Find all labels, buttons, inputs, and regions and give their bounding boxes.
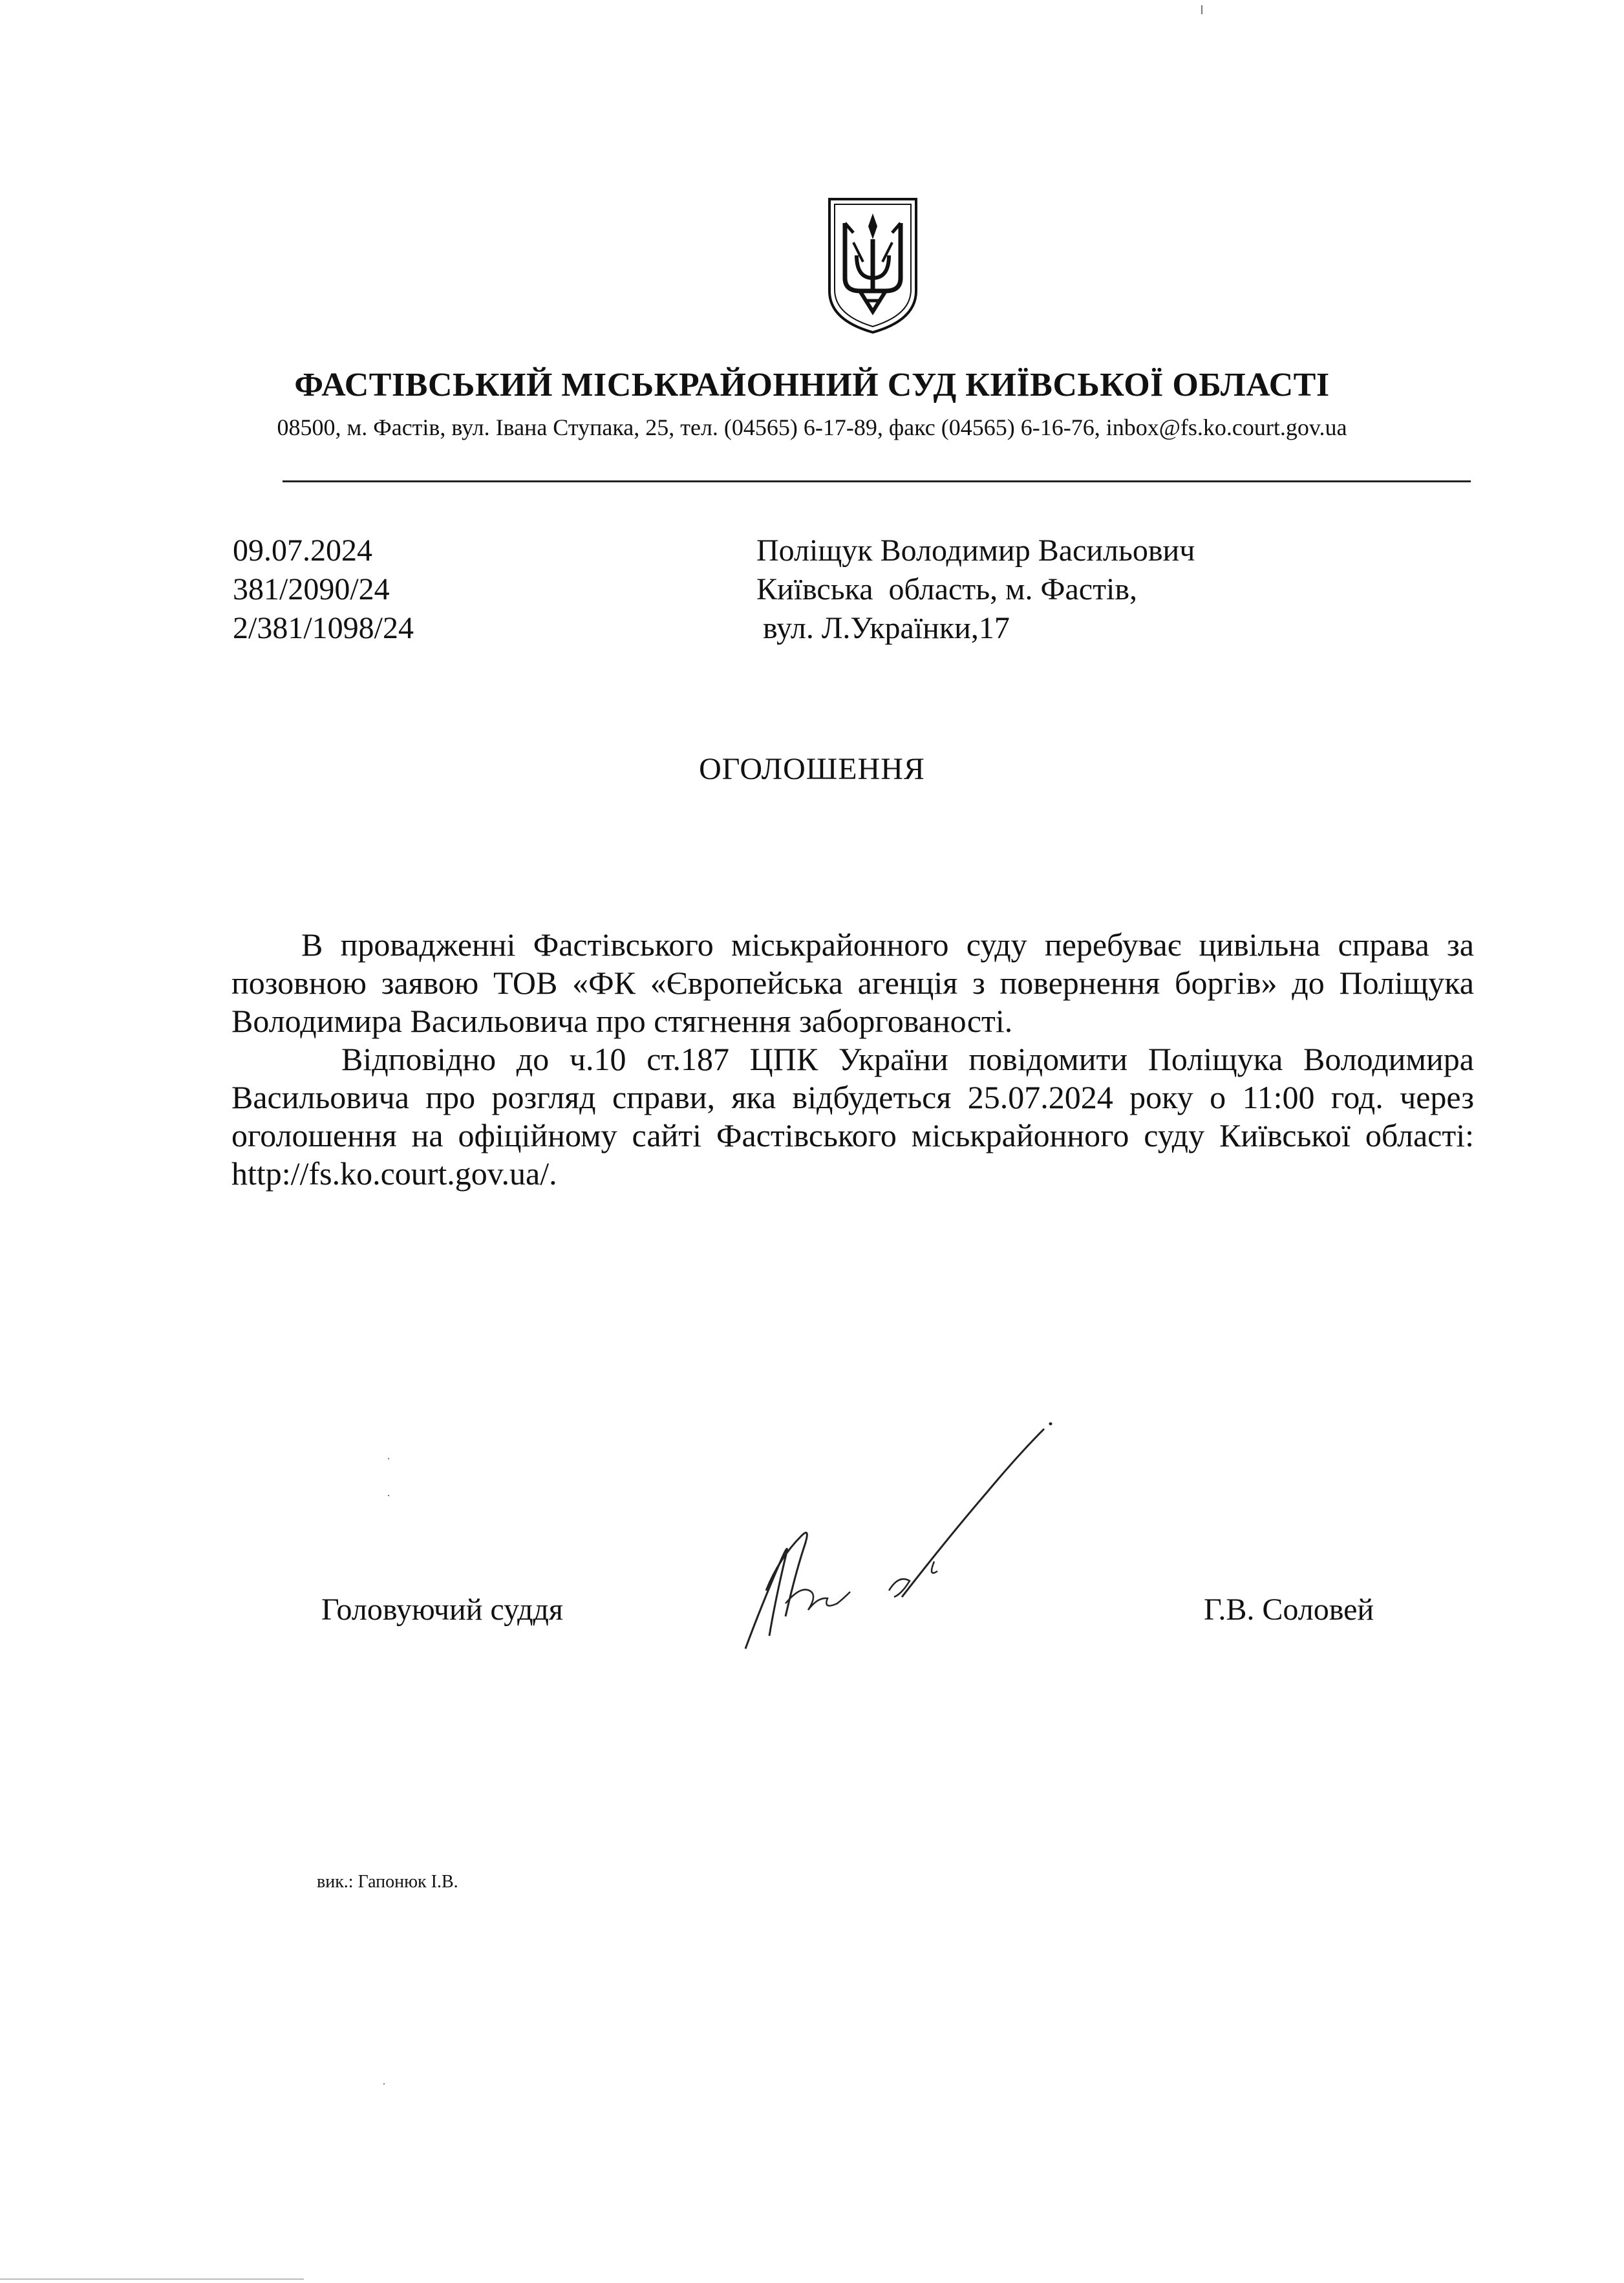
case-number: 381/2090/24	[233, 572, 390, 606]
document-date: 09.07.2024	[233, 533, 372, 568]
recipient-address-line2: вул. Л.Українки,17	[763, 611, 1010, 645]
ukraine-trident-icon	[824, 194, 921, 338]
court-name: ФАСТІВСЬКИЙ МІСЬКРАЙОННИЙ СУД КИЇВСЬКОЇ ОБЛАСТІ	[294, 367, 1330, 403]
document-title: ОГОЛОШЕННЯ	[699, 752, 925, 786]
scan-speck	[388, 1458, 389, 1459]
scan-speck	[0, 2278, 304, 2280]
document-meta	[233, 531, 414, 648]
signatory-role: Головуючий суддя	[321, 1592, 563, 1627]
announcement-body	[231, 926, 1474, 1193]
recipient-name: Поліщук Володимир Васильович	[756, 533, 1195, 568]
scan-speck	[388, 1495, 389, 1496]
body-paragraph-2: Відповідно до ч.10 ст.187 ЦПК України повідомити Поліщука Володимира Васильовича про розгляд справи, яка відбудеться 25.07.2024 року о 11:00 год. через оголошення на офіційному сайті Фастівського міськрайонного суду Київської області: http://fs.ko.court.gov.ua/.	[231, 1041, 1474, 1192]
scan-speck	[1201, 5, 1202, 14]
signatory-name: Г.В. Соловей	[1204, 1592, 1374, 1627]
court-address: 08500, м. Фастів, вул. Івана Ступака, 25, тел. (04565) 6-17-89, факс (04565) 6-16-76, inbox@fs.ko.court.gov.ua	[277, 414, 1347, 440]
proceeding-number: 2/381/1098/24	[233, 611, 414, 645]
recipient-block	[756, 531, 1195, 648]
header-divider	[283, 480, 1471, 482]
body-paragraph-1: В провадженні Фастівського міськрайонного суду перебуває цивільна справа за позовною заявою ТОВ «ФК «Європейська агенція з повернення боргів» до Поліщука Володимира Васильовича про стягнення заборгованості.	[231, 927, 1474, 1039]
recipient-address-line1: Київська область, м. Фастів,	[756, 572, 1138, 606]
handwritten-signature	[740, 1422, 1070, 1655]
executor-note: вик.: Гапонюк І.В.	[317, 1872, 458, 1892]
scan-speck	[383, 2083, 385, 2085]
